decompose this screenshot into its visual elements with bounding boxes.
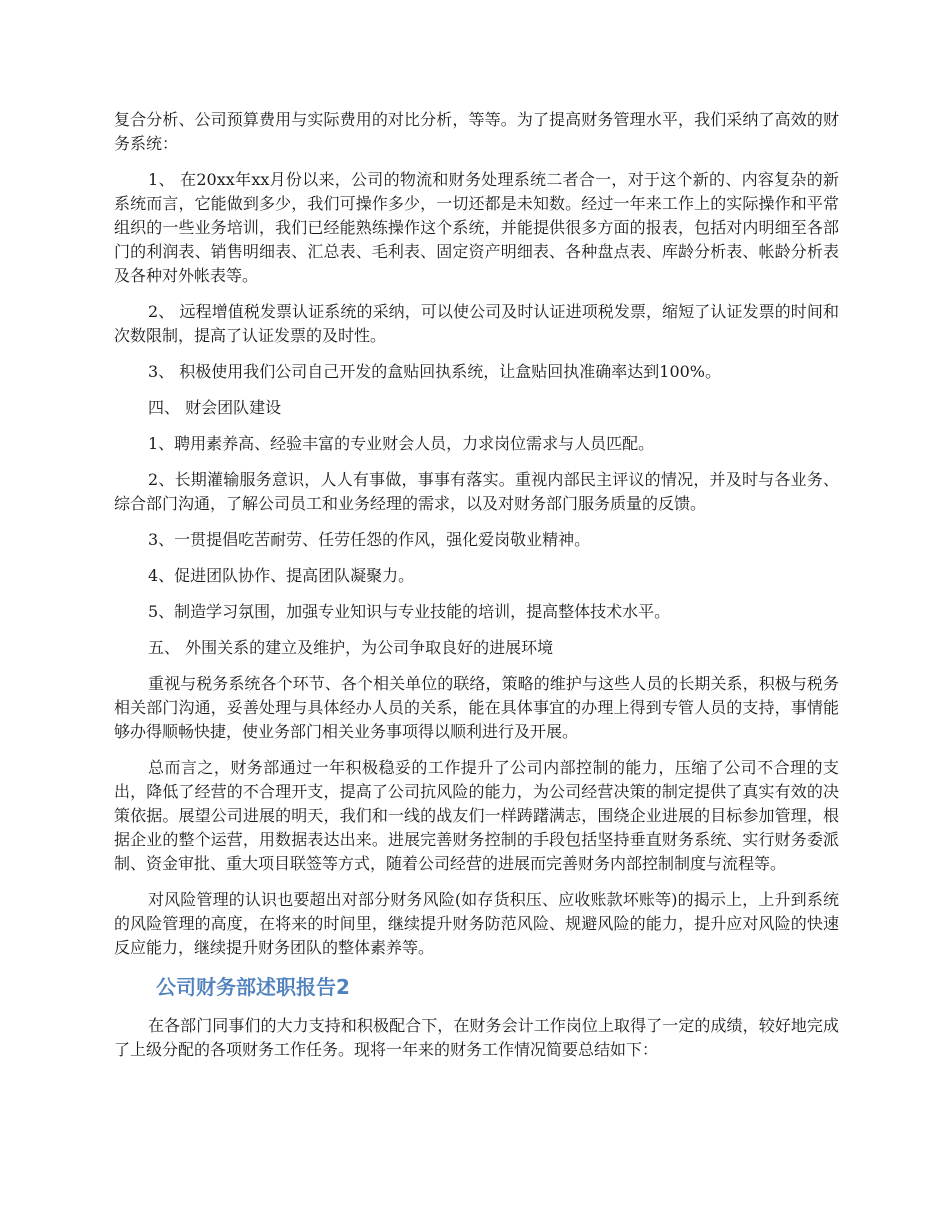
- paragraph: 复合分析、公司预算费用与实际费用的对比分析，等等。为了提高财务管理水平，我们采纳了高效的财务系统：: [114, 110, 839, 153]
- document-page: [114, 108, 839, 1074]
- paragraph: 总而言之，财务部通过一年积极稳妥的工作提升了公司内部控制的能力，压缩了公司不合理的支出，降低了经营的不合理开支，提高了公司抗风险的能力，为公司经营决策的制定提供了真实有效的决策依据。展望公司进展的明天，我们和一线的战友们一样踌躇满志，围绕企业进展的目标参加管理，根据企业的整个运营，用数据表达出来。进展完善财务控制的手段包括坚持垂直财务系统、实行财务委派制、资金审批、重大项目联签等方式，随着公司经营的进展而完善财务内部控制制度与流程等。: [114, 758, 839, 873]
- paragraph: 重视与税务系统各个环节、各个相关单位的联络，策略的维护与这些人员的长期关系，积极与税务相关部门沟通，妥善处理与具体经办人员的关系，能在具体事宜的办理上得到专管人员的支持，事情能够办得顺畅快捷，使业务部门相关业务事项得以顺利进行及开展。: [114, 674, 839, 741]
- paragraph: 在各部门同事们的大力支持和积极配合下，在财务会计工作岗位上取得了一定的成绩，较好地完成了上级分配的各项财务工作任务。现将一年来的财务工作情况简要总结如下：: [114, 1016, 839, 1059]
- paragraph: 2、 远程增值税发票认证系统的采纳，可以使公司及时认证进项税发票，缩短了认证发票的时间和次数限制，提高了认证发票的及时性。: [114, 302, 839, 345]
- paragraph: 1、聘用素养高、经验丰富的专业财会人员，力求岗位需求与人员匹配。: [148, 434, 655, 453]
- section-heading: 五、 外围关系的建立及维护，为公司争取良好的进展环境: [148, 638, 554, 657]
- paragraph: 对风险管理的认识也要超出对部分财务风险(如存货积压、应收账款坏账等)的揭示上，上升到系统的风险管理的高度，在将来的时间里，继续提升财务防范风险、规避风险的能力，提升应对风险的快速反应能力，继续提升财务团队的整体素养等。: [114, 890, 839, 957]
- section-heading: 四、 财会团队建设: [148, 398, 282, 417]
- report-title: 公司财务部述职报告2: [156, 975, 350, 999]
- paragraph: 1、 在20xx年xx月份以来，公司的物流和财务处理系统二者合一，对于这个新的、内容复杂的新系统而言，它能做到多少，我们可操作多少，一切还都是未知数。经过一年来工作上的实际操作和平常组织的一些业务培训，我们已经能熟练操作这个系统，并能提供很多方面的报表，包括对内明细至各部门的利润表、销售明细表、汇总表、毛利表、固定资产明细表、各种盘点表、库龄分析表、帐龄分析表及各种对外帐表等。: [114, 170, 839, 285]
- paragraph: 3、一贯提倡吃苦耐劳、任劳任怨的作风，强化爱岗敬业精神。: [148, 530, 591, 549]
- paragraph: 4、促进团队协作、提高团队凝聚力。: [148, 566, 415, 585]
- paragraph: 2、长期灌输服务意识，人人有事做，事事有落实。重视内部民主评议的情况，并及时与各业务、综合部门沟通，了解公司员工和业务经理的需求，以及对财务部门服务质量的反馈。: [114, 470, 839, 513]
- paragraph: 5、制造学习氛围，加强专业知识与专业技能的培训，提高整体技术水平。: [148, 602, 671, 621]
- paragraph: 3、 积极使用我们公司自己开发的盒贴回执系统，让盒贴回执准确率达到100%。: [148, 362, 722, 381]
